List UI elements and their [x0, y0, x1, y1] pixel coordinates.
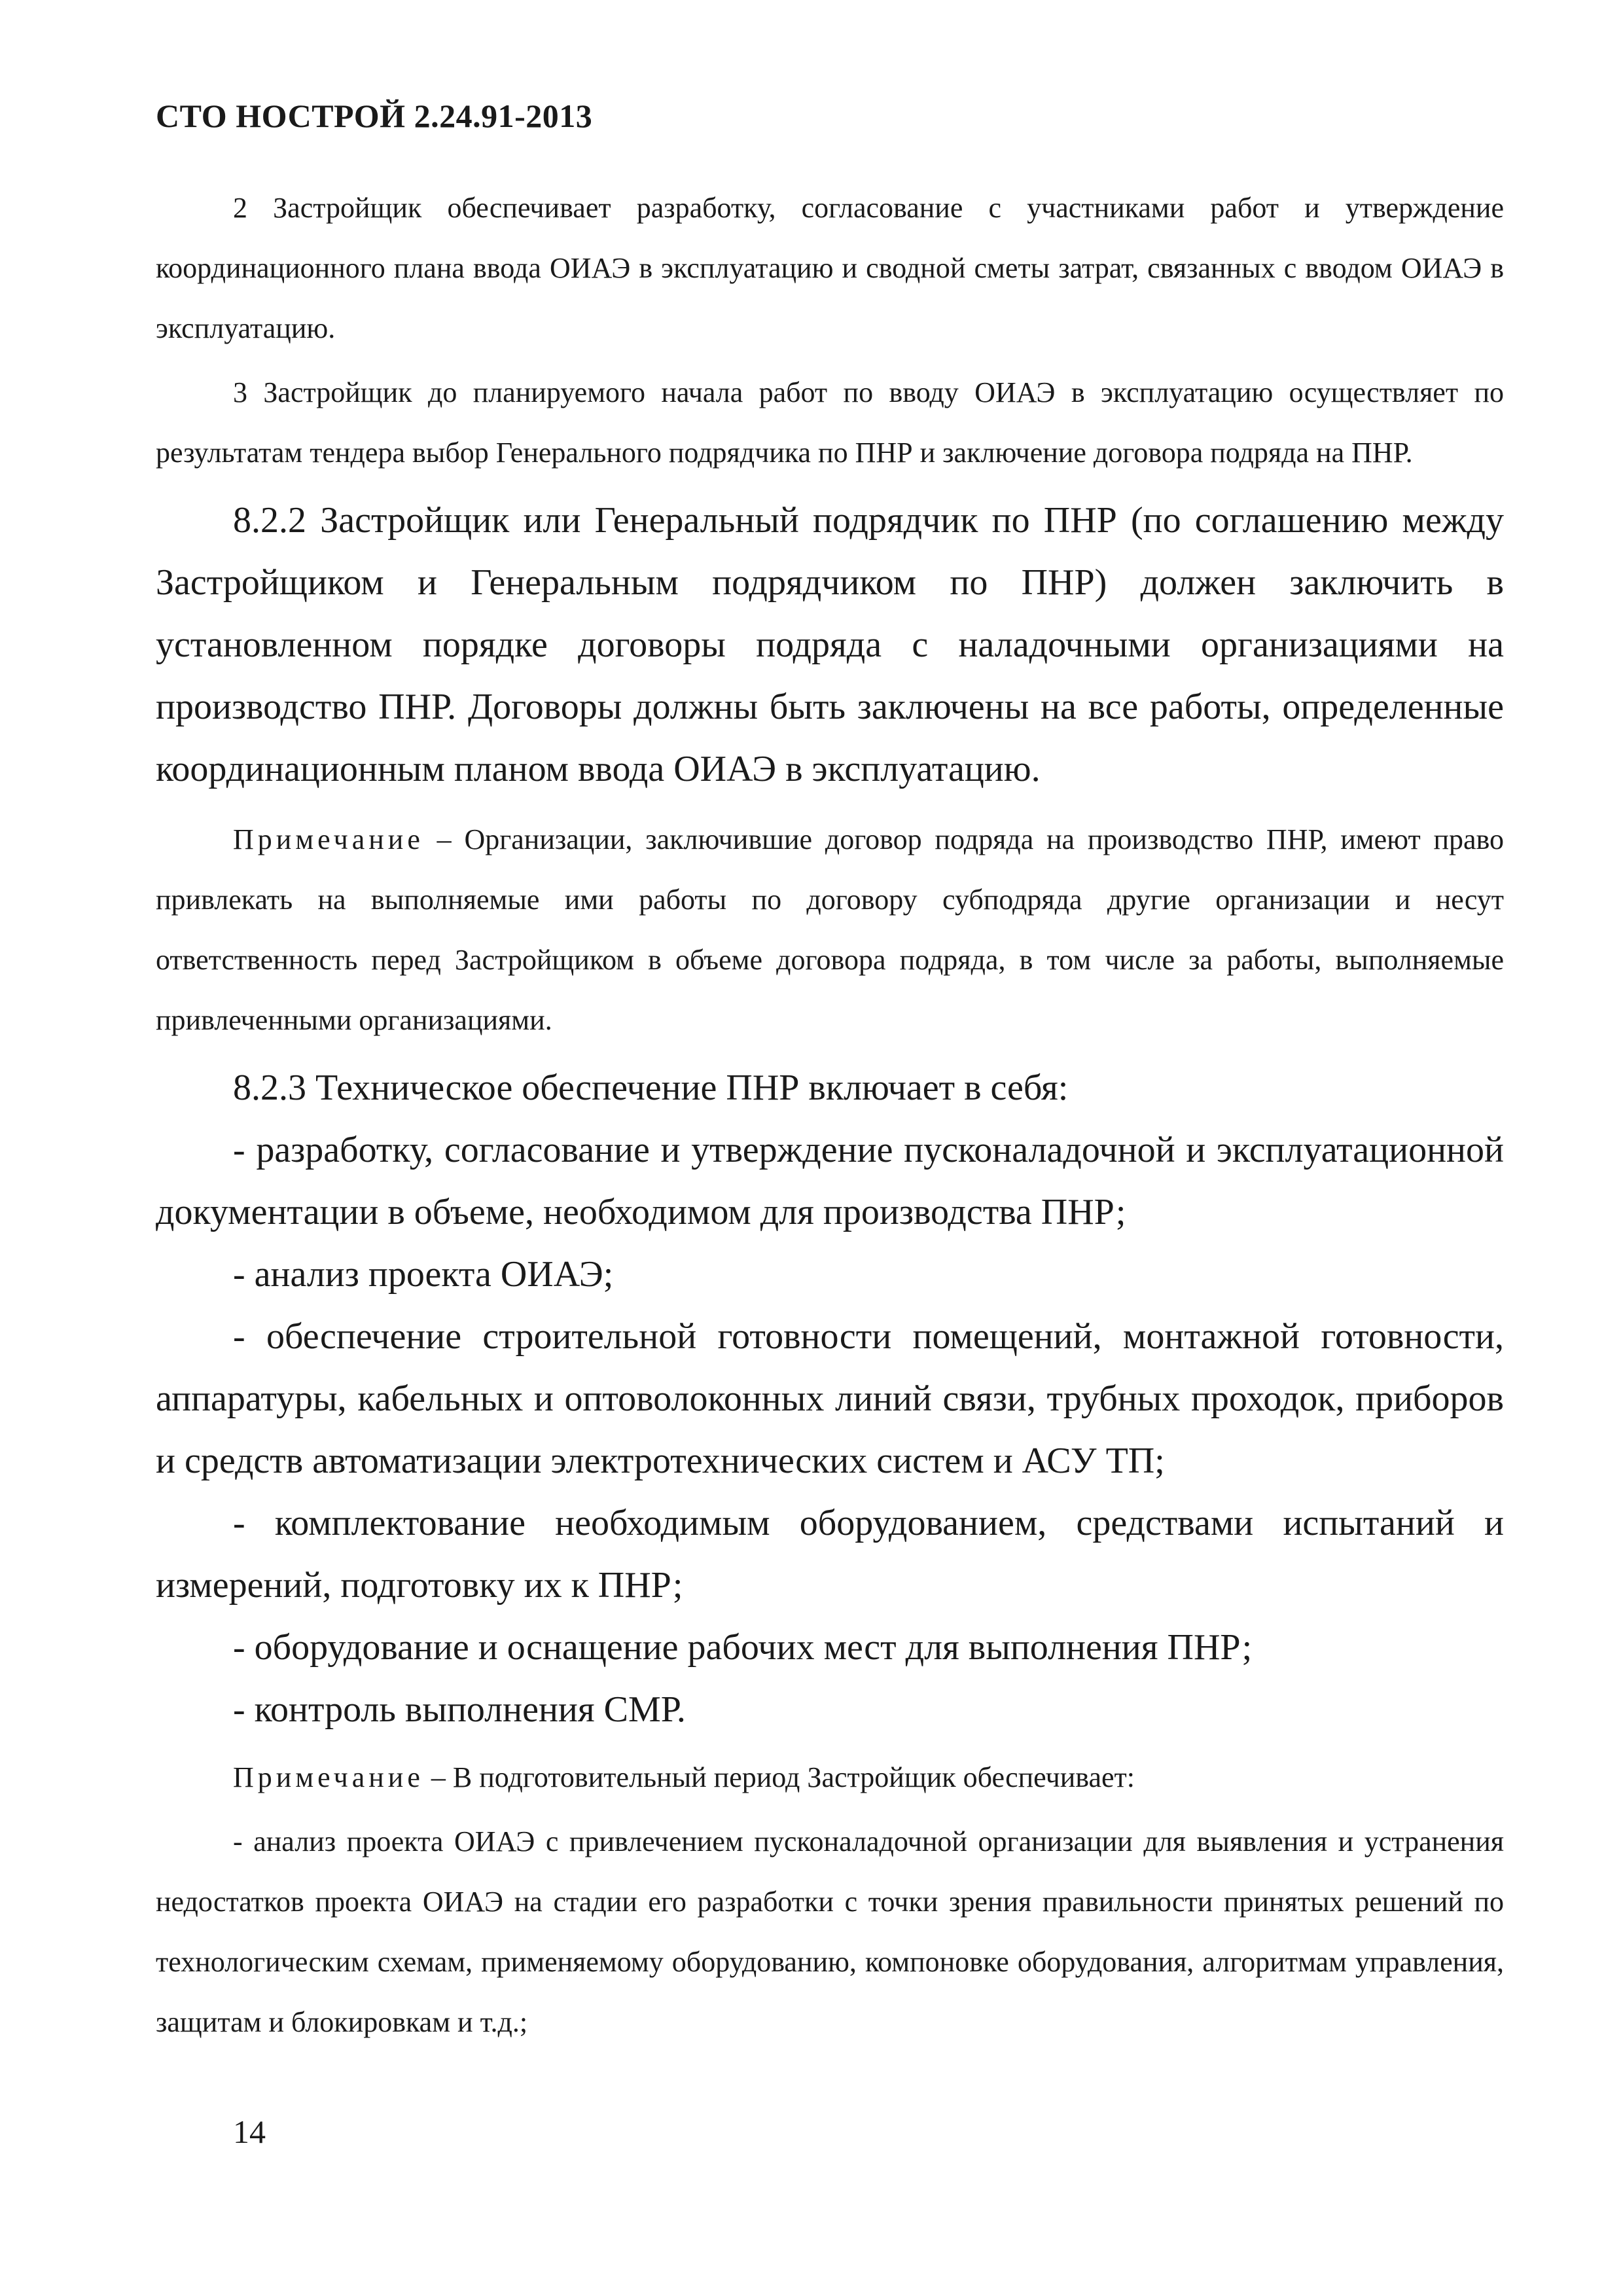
paragraph-item-2: 2 Застройщик обеспечивает разработку, согласование с участниками работ и утверждение координационного плана ввода ОИАЭ в эксплуатацию и сводной сметы затрат, связанных с вводом ОИАЭ в эксплуатацию.: [156, 192, 1504, 344]
paragraph-item-3: 3 Застройщик до планируемого начала работ по вводу ОИАЭ в эксплуатацию осуществляет по результатам тендера выбор Генерального подрядчика по ПНР и заключение договора подряда на ПНР.: [156, 376, 1504, 469]
list-item: - анализ проекта ОИАЭ;: [233, 1254, 614, 1295]
note-text: – Организации, заключившие договор подряда на производство ПНР, имеют право привлекать на выполняемые ими работы по договору субподряда другие организации и несут ответственность перед Застройщиком в объеме договора подряда, в том числе за работы, выполняемые привлеченными организациями.: [156, 823, 1504, 1036]
note-text: – В подготовительный период Застройщик обеспечивает:: [423, 1761, 1135, 1793]
note-label: Примечание: [233, 1761, 424, 1793]
page-body: [156, 178, 1504, 2056]
list-item: - разработку, согласование и утверждение пусконаладочной и эксплуатационной документации в объеме, необходимом для производства ПНР;: [156, 1130, 1504, 1232]
list-item: - контроль выполнения СМР.: [233, 1689, 686, 1730]
list-item: - комплектование необходимым оборудованием, средствами испытаний и измерений, подготовку их к ПНР;: [156, 1503, 1504, 1605]
note-label: Примечание: [233, 823, 424, 855]
document-header: СТО НОСТРОЙ 2.24.91-2013: [156, 98, 593, 134]
note-2: [156, 1748, 1504, 1808]
note-1: [156, 810, 1504, 1050]
list-item: - обеспечение строительной готовности помещений, монтажной готовности, аппаратуры, кабельных и оптоволоконных линий связи, трубных проходок, приборов и средств автоматизации электротехнических систем и АСУ ТП;: [156, 1316, 1504, 1481]
section-8-2-3: 8.2.3 Техническое обеспечение ПНР включает в себя:: [233, 1067, 1069, 1108]
list-item: - оборудование и оснащение рабочих мест для выполнения ПНР;: [233, 1627, 1253, 1668]
page-number: 14: [233, 2113, 266, 2150]
note-2-item: - анализ проекта ОИАЭ с привлечением пусконаладочной организации для выявления и устранения недостатков проекта ОИАЭ на стадии его разработки с точки зрения правильности принятых решений по технологическим схемам, применяемому оборудованию, компоновке оборудования, алгоритмам управления, защитам и блокировкам и т.д.;: [156, 1825, 1504, 2038]
section-8-2-2: 8.2.2 Застройщик или Генеральный подрядчик по ПНР (по соглашению между Застройщиком и Генеральным подрядчиком по ПНР) должен заключить в установленном порядке договоры подряда с наладочными организациями на производство ПНР. Договоры должны быть заключены на все работы, определенные координационным планом ввода ОИАЭ в эксплуатацию.: [156, 500, 1504, 789]
